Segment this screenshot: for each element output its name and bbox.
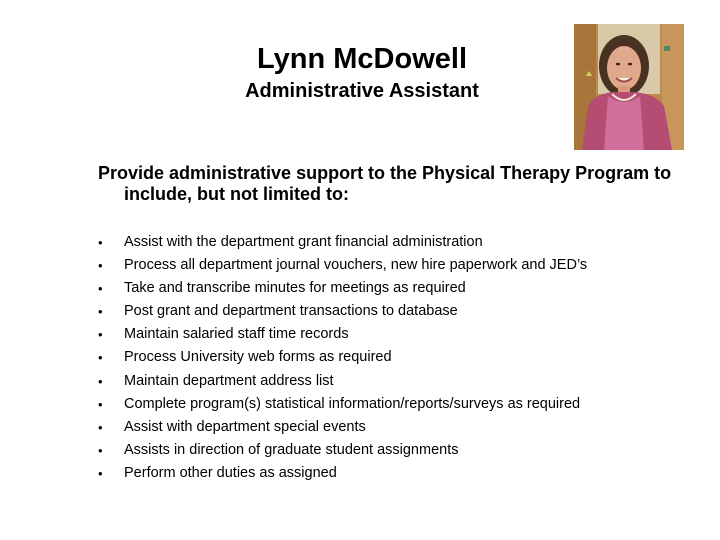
duty-item: [98, 278, 698, 301]
duty-item: [98, 463, 698, 486]
duty-text: Post grant and department transactions to database: [124, 303, 458, 320]
duty-item: [98, 394, 698, 417]
duty-text: Maintain department address list: [124, 372, 334, 389]
duty-item: [98, 324, 698, 347]
bullet-icon: •: [98, 442, 103, 458]
bullet-icon: •: [98, 373, 103, 389]
duty-text: Assist with department special events: [124, 418, 366, 435]
duty-text: Process all department journal vouchers, new hire paperwork and JED’s: [124, 257, 588, 274]
duty-item: [98, 440, 698, 463]
bullet-icon: •: [98, 235, 103, 250]
duty-item: [98, 417, 698, 440]
bullet-icon: •: [98, 350, 103, 366]
bullet-icon: •: [98, 419, 103, 435]
intro-statement: Provide administrative support to the Physical Therapy Program to include, but not limited to:: [98, 163, 672, 204]
duty-text: Assists in direction of graduate student assignments: [124, 441, 459, 458]
bullet-icon: •: [98, 281, 103, 297]
bullet-icon: •: [98, 396, 103, 412]
bullet-icon: •: [98, 465, 103, 481]
duty-item: [98, 255, 698, 278]
duty-list: [98, 232, 698, 486]
slide-subtitle: Administrative Assistant: [245, 80, 479, 102]
bullet-icon: •: [98, 258, 103, 274]
duty-text: Maintain salaried staff time records: [124, 326, 349, 343]
bullet-icon: •: [98, 327, 103, 343]
duty-text: Complete program(s) statistical information/reports/surveys as required: [124, 395, 581, 412]
duty-item: [98, 347, 698, 370]
duty-text: Process University web forms as required: [124, 349, 392, 366]
duty-text: Take and transcribe minutes for meetings as required: [124, 280, 466, 297]
duty-item: [98, 232, 698, 255]
duty-text: Perform other duties as assigned: [124, 464, 337, 481]
slide-title: Lynn McDowell: [257, 43, 467, 75]
duty-text: Assist with the department grant financial administration: [124, 234, 483, 250]
profile-photo: [574, 24, 684, 150]
duty-item: [98, 371, 698, 394]
duty-item: [98, 301, 698, 324]
bullet-icon: •: [98, 304, 103, 320]
